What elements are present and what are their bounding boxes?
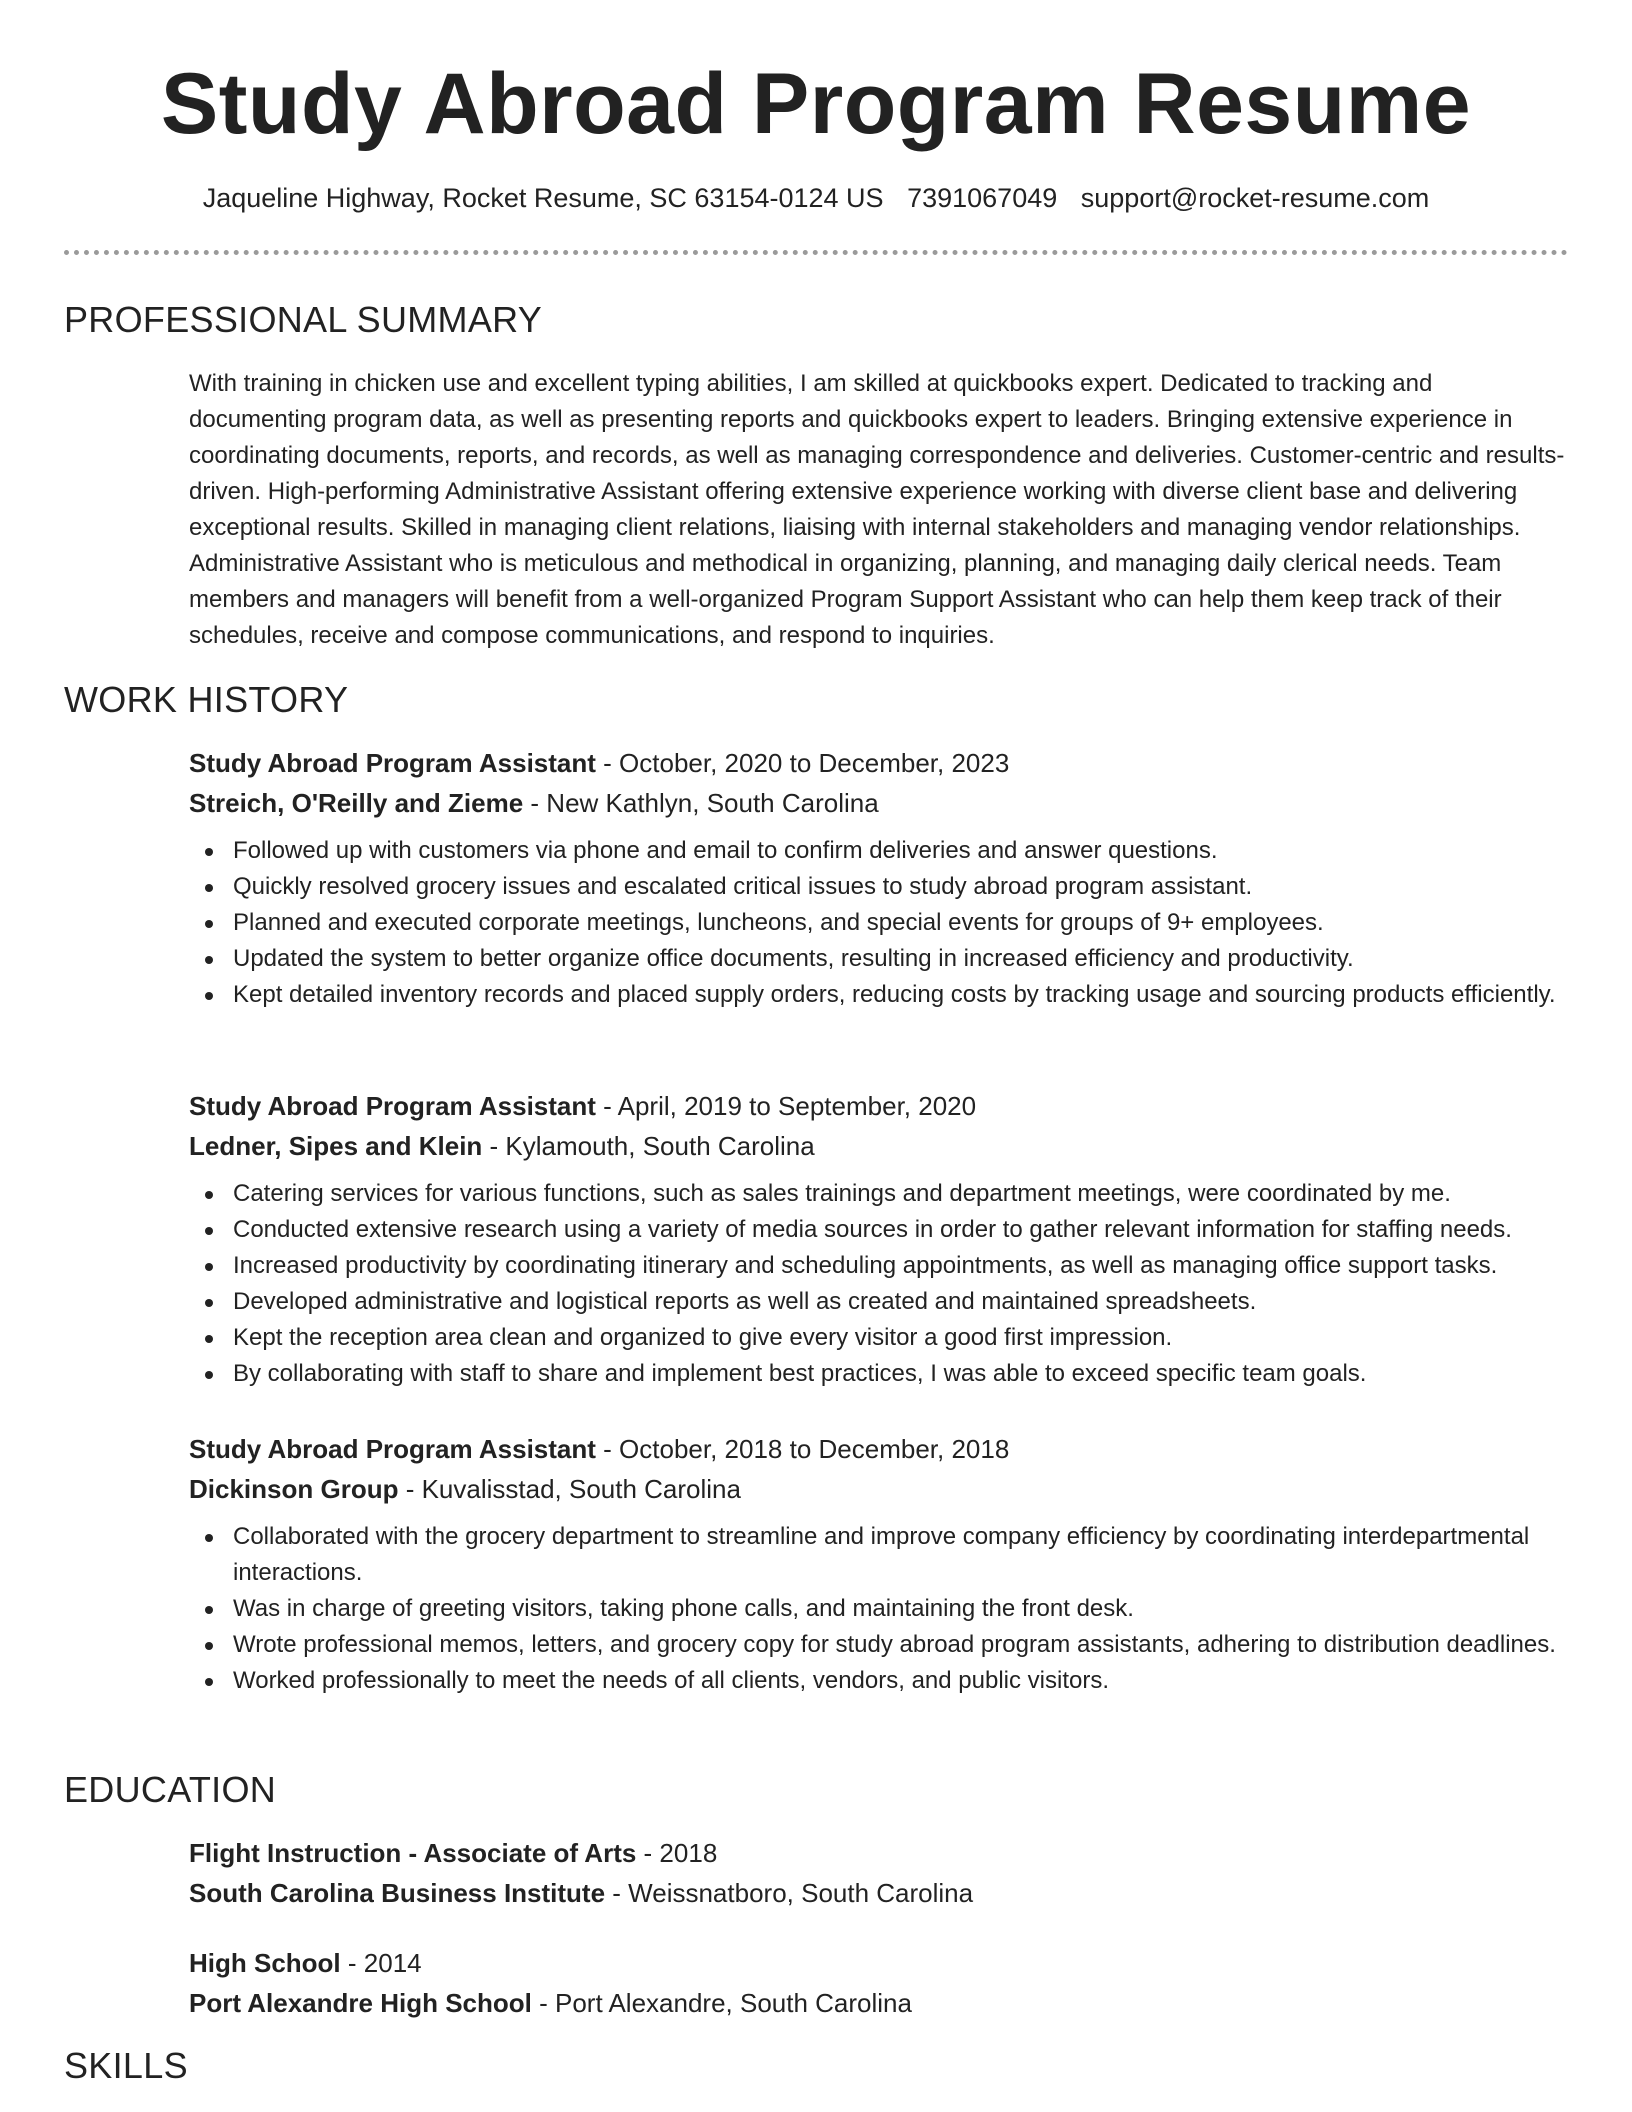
education-entry [189, 1943, 1574, 2023]
bullet-item: Was in charge of greeting visitors, taking phone calls, and maintaining the front desk. [233, 1591, 1574, 1627]
job-dates: - October, 2020 to December, 2023 [595, 748, 1010, 778]
bullet-item: Collaborated with the grocery department to streamline and improve company efficiency by coordinating interdepartmental interactions. [233, 1519, 1574, 1591]
job-dates: - April, 2019 to September, 2020 [595, 1091, 977, 1121]
job-dates: - October, 2018 to December, 2018 [595, 1434, 1010, 1464]
bullet-item: By collaborating with staff to share and implement best practices, I was able to exceed specific team goals. [233, 1356, 1574, 1392]
company-name: Ledner, Sipes and Klein [189, 1131, 483, 1161]
bullet-item: Wrote professional memos, letters, and grocery copy for study abroad program assistants, adhering to distribution deadlines. [233, 1627, 1574, 1663]
bullet-item: Kept detailed inventory records and placed supply orders, reducing costs by tracking usage and sourcing products efficiently. [233, 977, 1574, 1013]
degree-year: - 2018 [636, 1838, 718, 1868]
bullet-item: Developed administrative and logistical reports as well as created and maintained spreadsheets. [233, 1284, 1574, 1320]
degree-name: Flight Instruction - Associate of Arts [189, 1838, 637, 1868]
work-entry [189, 743, 1574, 1013]
bullet-item: Planned and executed corporate meetings, luncheons, and special events for groups of 9+ employees. [233, 905, 1574, 941]
company-line [189, 783, 1574, 823]
degree-year: - 2014 [340, 1948, 422, 1978]
job-bullets [189, 833, 1574, 1013]
work-history-heading: WORK HISTORY [64, 679, 349, 720]
summary-text: With training in chicken use and excellent typing abilities, I am skilled at quickbooks expert. Dedicated to tracking and documenting program data, as well as presenting reports and quickbooks expert to leaders. Bringing extensive experience in coordinating documents, reports, and records, as well as managing correspondence and deliveries. Customer-centric and results-driven. High-performing Administrative Assistant offering extensive experience working with diverse client base and delivering exceptional results. Skilled in managing client relations, liaising with internal stakeholders and managing vendor relationships. Administrative Assistant who is meticulous and methodical in organizing, planning, and managing daily clerical needs. Team members and managers will benefit from a well-organized Program Support Assistant who can help them keep track of their schedules, receive and compose communications, and respond to inquiries. [189, 370, 1565, 649]
job-title: Study Abroad Program Assistant [189, 1434, 596, 1464]
job-bullets [189, 1519, 1574, 1699]
contact-line [0, 180, 1632, 216]
education-entry [189, 1833, 1574, 1913]
bullet-item: Kept the reception area clean and organized to give every visitor a good first impression. [233, 1320, 1574, 1356]
school-location: - Port Alexandre, South Carolina [531, 1988, 912, 2018]
school-line [189, 1873, 1574, 1913]
education-heading: EDUCATION [64, 1769, 277, 1810]
resume-title: Study Abroad Program Resume [160, 56, 1472, 152]
degree-line [189, 1943, 1574, 1983]
school-line [189, 1983, 1574, 2023]
degree-line [189, 1833, 1574, 1873]
header-divider [64, 250, 1568, 255]
degree-name: High School [189, 1948, 341, 1978]
work-entry [189, 1429, 1574, 1699]
job-title-line [189, 743, 1574, 783]
job-bullets [189, 1176, 1574, 1392]
bullet-item: Followed up with customers via phone and email to confirm deliveries and answer questions. [233, 833, 1574, 869]
company-name: Streich, O'Reilly and Zieme [189, 788, 524, 818]
job-title: Study Abroad Program Assistant [189, 1091, 596, 1121]
summary-heading: PROFESSIONAL SUMMARY [64, 299, 543, 340]
job-title-line [189, 1429, 1574, 1469]
bullet-item: Conducted extensive research using a variety of media sources in order to gather relevant information for staffing needs. [233, 1212, 1574, 1248]
company-location: - Kuvalisstad, South Carolina [398, 1474, 741, 1504]
school-name: South Carolina Business Institute [189, 1878, 606, 1908]
bullet-item: Quickly resolved grocery issues and escalated critical issues to study abroad program assistant. [233, 869, 1574, 905]
school-location: - Weissnatboro, South Carolina [605, 1878, 974, 1908]
school-name: Port Alexandre High School [189, 1988, 532, 2018]
company-location: - New Kathlyn, South Carolina [523, 788, 879, 818]
bullet-item: Worked professionally to meet the needs of all clients, vendors, and public visitors. [233, 1663, 1574, 1699]
company-name: Dickinson Group [189, 1474, 399, 1504]
bullet-item: Catering services for various functions, such as sales trainings and department meetings, were coordinated by me. [233, 1176, 1574, 1212]
job-title: Study Abroad Program Assistant [189, 748, 596, 778]
skills-heading: SKILLS [64, 2045, 188, 2086]
contact-email: support@rocket-resume.com [1080, 183, 1430, 213]
company-line [189, 1126, 1574, 1166]
contact-address: Jaqueline Highway, Rocket Resume, SC 63154-0124 US [202, 183, 884, 213]
job-title-line [189, 1086, 1574, 1126]
work-entry [189, 1086, 1574, 1392]
bullet-item: Updated the system to better organize office documents, resulting in increased efficiency and productivity. [233, 941, 1574, 977]
company-location: - Kylamouth, South Carolina [482, 1131, 815, 1161]
contact-phone: 7391067049 [907, 183, 1058, 213]
company-line [189, 1469, 1574, 1509]
bullet-item: Increased productivity by coordinating itinerary and scheduling appointments, as well as managing office support tasks. [233, 1248, 1574, 1284]
